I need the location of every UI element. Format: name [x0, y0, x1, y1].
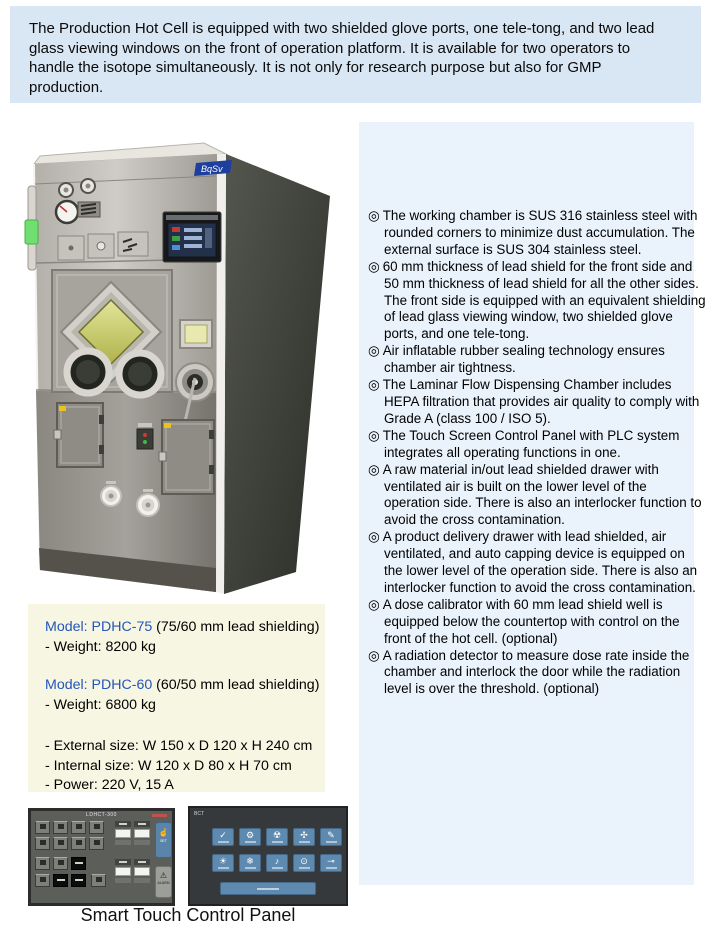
panel2-snowflake-button — [239, 854, 261, 872]
display-value — [134, 867, 150, 876]
hot-cell-photo — [10, 120, 360, 640]
panel-button — [89, 837, 104, 850]
check-icon: ✓ — [219, 830, 227, 840]
panel-button — [35, 821, 50, 834]
panel-title: LDHCT-300 — [86, 812, 117, 818]
panel2-calibration-button — [320, 828, 342, 846]
spec-dimension: - Internal size: W 120 x D 80 x H 70 cm — [45, 757, 292, 774]
bullet-icon: ◎ — [368, 529, 380, 545]
model-weight: - Weight: 8200 kg — [45, 638, 156, 655]
product-delivery-drawer — [159, 420, 214, 494]
glove-port-right — [119, 353, 161, 395]
panel-button — [53, 837, 68, 850]
panel-button-dark — [71, 857, 86, 870]
model-name: Model: PDHC-60 — [45, 677, 153, 693]
glove-port-left — [67, 351, 109, 393]
spec-dimension: - Power: 220 V, 15 A — [45, 777, 174, 793]
touchscreen-panel — [163, 212, 221, 262]
panel-button — [53, 857, 68, 870]
panel-caption: Smart Touch Control Panel — [80, 905, 296, 925]
hand-icon: ☝ — [158, 828, 169, 837]
panel-button — [35, 837, 50, 850]
panel-status-text — [152, 814, 167, 817]
header-band — [10, 6, 701, 103]
feature-item: ◎ A dose calibrator with 60 mm lead shield well is equipped below the countertop with control on the front of the hot cell. (optional) — [368, 596, 680, 646]
panel-button — [35, 857, 50, 870]
display-header — [134, 821, 150, 827]
display-header — [115, 821, 131, 827]
panel2-light-button — [212, 854, 234, 872]
panel2-key-button — [320, 854, 342, 872]
feature-panel — [359, 122, 706, 885]
bullet-icon: ◎ — [368, 461, 380, 477]
control-panel-image-right — [188, 806, 348, 906]
panel-button — [71, 837, 86, 850]
feature-item: ◎ The working chamber is SUS 316 stainless steel with rounded corners to minimize dust accumulation. The external surface is SUS 304 stainless steel. — [368, 208, 698, 257]
light-icon: ☀ — [218, 856, 228, 866]
spec-dimension: - External size: W 150 x D 120 x H 240 cm — [45, 738, 313, 754]
panel-button — [89, 821, 104, 834]
alarm-button: ⚠ ALARM — [155, 866, 172, 898]
switch-plate-3 — [118, 232, 148, 256]
bullet-icon: ◎ — [368, 377, 380, 393]
bullet-icon: ◎ — [368, 427, 380, 443]
display-header — [115, 859, 131, 865]
bullet-icon: ◎ — [368, 208, 380, 223]
model-name: Model: PDHC-75 — [45, 619, 153, 635]
panel-button-dark — [71, 874, 86, 887]
set-button: ☝ SET — [155, 822, 172, 858]
speaker-icon: ♪ — [274, 856, 280, 866]
panel-button — [71, 821, 86, 834]
panel-button — [53, 821, 68, 834]
feature-item: ◎ A product delivery drawer with lead shielded, air ventilated, and auto capping device is equipped on the lower level of the operation side. There is also an interlocker function to avoid the cross contamination. — [368, 529, 698, 595]
snowflake-icon: ❄ — [246, 856, 254, 866]
key-icon: ⊸ — [327, 856, 335, 866]
panel-button — [35, 874, 50, 887]
raw-material-drawer — [54, 403, 104, 467]
panel2-dispense-button — [293, 828, 315, 846]
display-header — [134, 859, 150, 865]
display-unit — [115, 840, 131, 845]
power-icon: ⊙ — [300, 856, 308, 866]
feature-list — [359, 122, 706, 698]
panel-button — [91, 874, 106, 887]
display-value — [115, 829, 131, 838]
bullet-icon: ◎ — [368, 596, 380, 612]
panel2-gear-button — [239, 828, 261, 846]
panel-corner-label: BCT — [194, 811, 204, 817]
bullet-icon: ◎ — [368, 647, 380, 663]
header-paragraph: The Production Hot Cell is equipped with two shielded glove ports, one tele-tong, and two lead glass viewing windows on the front of operation platform. It is available for two operators to handle the isotope simultaneously. It is not only for research purpose but also for GMP production. — [29, 20, 655, 96]
feature-item: ◎ 60 mm thickness of lead shield for the front side and 50 mm thickness of lead shield for all the other sides. The front side is equipped with an equivalent shielding of lead glass viewing window, two shielded glove ports, and one tele-tong. — [368, 258, 706, 342]
model-weight: - Weight: 6800 kg — [45, 696, 156, 713]
feature-item: ◎ The Touch Screen Control Panel with PLC system integrates all operating functions in one. — [368, 427, 680, 460]
panel2-radiation-button — [266, 828, 288, 846]
feature-item: ◎ A raw material in/out lead shielded drawer with ventilated air is built on the lower level of the operation side. There is also an interlocker function to avoid the cross contamination. — [368, 461, 702, 528]
display-unit — [115, 878, 131, 883]
bullet-icon: ◎ — [368, 258, 380, 274]
model-line: Model: PDHC-75 (75/60 mm lead shielding) — [45, 619, 320, 635]
brand-logo-text: BqSv — [201, 164, 223, 174]
indicator-box — [137, 423, 153, 449]
panel2-wide-button — [220, 882, 316, 895]
panel2-power-button — [293, 854, 315, 872]
dispense-icon: ✣ — [300, 830, 308, 840]
feature-item: ◎ A radiation detector to measure dose rate inside the chamber and interlock the door while the radiation level is over the threshold. (optional) — [368, 647, 690, 697]
panel2-speaker-button — [266, 854, 288, 872]
gear-icon: ⚙ — [245, 830, 255, 840]
radiation-icon: ☢ — [272, 830, 282, 840]
display-unit — [134, 840, 150, 845]
panel-button-dark — [53, 874, 68, 887]
calibration-pen-icon: ✎ — [327, 830, 335, 840]
display-value — [134, 829, 150, 838]
display-unit — [134, 878, 150, 883]
model-line: Model: PDHC-60 (60/50 mm lead shielding) — [45, 677, 320, 693]
control-panel-image-left — [28, 808, 175, 906]
green-handle — [25, 220, 38, 244]
bullet-icon: ◎ — [368, 343, 380, 359]
display-value — [115, 867, 131, 876]
specs-box — [28, 604, 325, 792]
feature-item: ◎ The Laminar Flow Dispensing Chamber includes HEPA filtration that provides air quality to comply with Grade A (class 100 / ISO 5). — [368, 377, 700, 426]
panel2-check-button — [212, 828, 234, 846]
warning-triangle-icon: ⚠ — [159, 871, 168, 880]
cabinet-side-face — [224, 154, 330, 594]
feature-item: ◎ Air inflatable rubber sealing technology ensures chamber air tightness. — [368, 343, 665, 376]
